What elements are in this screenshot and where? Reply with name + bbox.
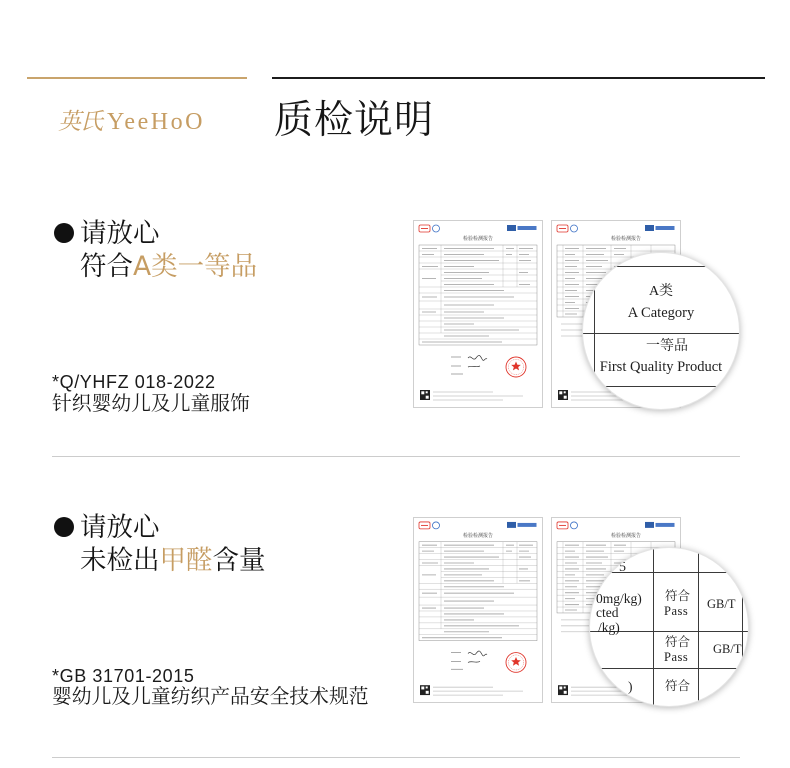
claim-highlight: 甲醛 [159,545,213,576]
magnifier-grade [582,252,740,410]
standard-code: *GB 31701-2015 [52,666,195,686]
test-report-page-1 [413,220,543,408]
verdict-cn: 符合 [665,635,691,649]
grade-en: A Category [627,305,695,321]
standard-name: 婴幼儿及儿童纺织产品安全技术规范 [52,685,369,708]
test-method: GB/T [713,642,742,656]
report-page-image [414,517,543,702]
test-method: GB/T [707,597,736,611]
standard-name: 针织婴幼儿及儿童服饰 [52,392,250,415]
page-title: 质检说明 [274,98,435,143]
verdict-en: Pass [664,604,689,618]
result-unit: /kg) [598,620,620,635]
header-gold-rule [27,77,247,79]
table-line [590,572,748,573]
brand-logo [58,103,205,135]
claim-highlight: A类一等品 [133,251,258,282]
brand-logo-cn: 英氏 [58,109,102,135]
verdict-cn: 符合 [665,679,691,693]
claim-text-tail: 含量 [212,545,266,576]
table-line [583,386,739,387]
limit-value: 5 [619,560,626,575]
section-divider [52,456,740,457]
table-line [590,668,748,669]
bullet-dot-icon [54,223,74,243]
claim-text: 符合 [80,251,133,282]
claim-text: 未检出 [80,545,160,576]
report-page-image [414,221,543,408]
section-headline: 请放心 [80,218,160,249]
result-text: cted [596,605,619,620]
grade-cn: A类 [648,284,674,299]
magnifier-formaldehyde [589,547,749,707]
verdict-cn: 符合 [665,589,691,603]
header-black-rule [272,77,765,79]
section-claim [80,546,266,576]
result-text: ) [628,679,633,694]
limit-unit: 0mg/kg) [596,591,642,606]
table-line [583,333,739,334]
test-report-page-1 [413,517,543,703]
section-headline: 请放心 [80,512,160,543]
section-claim [80,252,257,282]
table-line [583,266,739,267]
quality-cn: 一等品 [646,339,688,354]
verdict-en: Pass [664,650,689,664]
section-divider [52,757,740,758]
brand-logo-en: YeeHoO [107,109,205,135]
quality-en: First Quality Product [599,359,723,375]
bullet-dot-icon [54,517,74,537]
standard-code: *Q/YHFZ 018-2022 [52,372,216,392]
